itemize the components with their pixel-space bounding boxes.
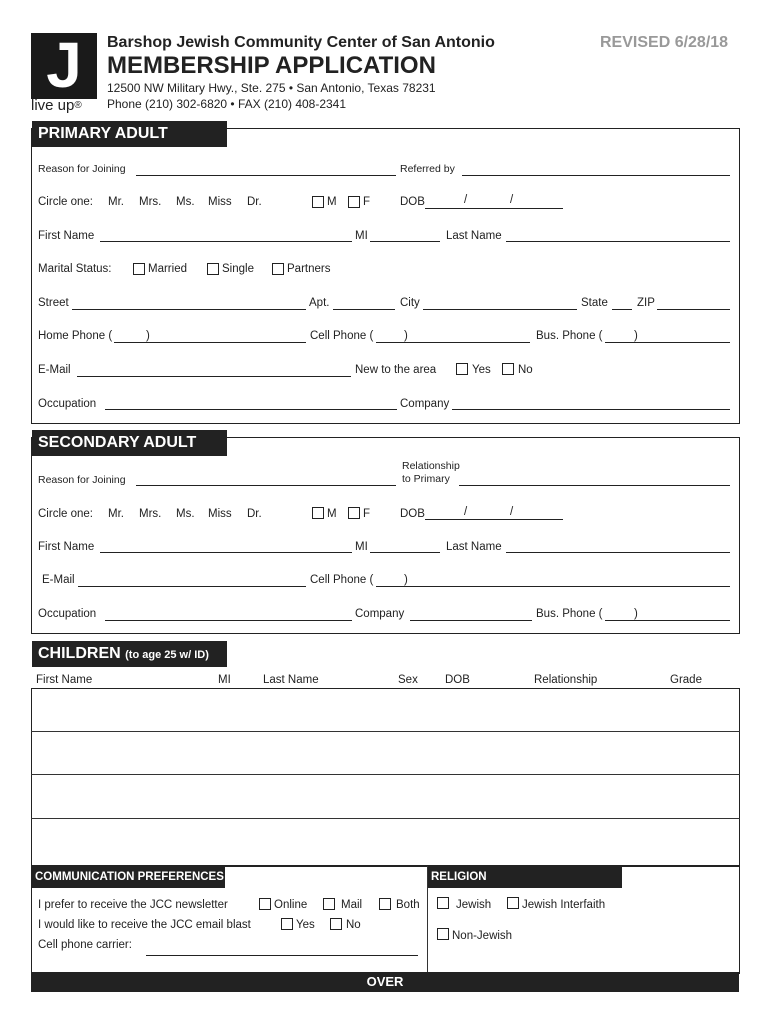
primary-mi-label: MI	[355, 230, 368, 242]
primary-adult-section	[31, 128, 740, 424]
religion-interfaith-label: Jewish Interfaith	[522, 899, 606, 911]
religion-heading: RELIGION	[428, 867, 622, 888]
secondary-title-mr[interactable]: Mr.	[108, 508, 124, 520]
newsletter-both-label: Both	[396, 899, 420, 911]
primary-last-name-field[interactable]	[506, 241, 730, 242]
newsletter-both-checkbox[interactable]	[379, 898, 391, 910]
newsletter-online-label: Online	[274, 899, 308, 911]
email-blast-yes-checkbox[interactable]	[281, 918, 293, 930]
primary-bus-phone-field[interactable]	[605, 342, 730, 343]
primary-sex-f-checkbox[interactable]	[348, 196, 360, 208]
secondary-adult-heading: SECONDARY ADULT	[32, 430, 227, 456]
primary-new-area-label: New to the area	[355, 364, 437, 376]
secondary-title-ms[interactable]: Ms.	[176, 508, 195, 520]
logo	[31, 29, 97, 123]
religion-non-jewish-checkbox[interactable]	[437, 928, 449, 940]
secondary-bus-phone-field[interactable]	[605, 620, 730, 621]
primary-street-field[interactable]	[72, 309, 306, 310]
primary-reason-label: Reason for Joining	[38, 163, 126, 175]
children-col-dob: DOB	[445, 674, 470, 686]
primary-apt-field[interactable]	[333, 309, 395, 310]
logo-letter: J	[46, 29, 82, 101]
primary-dob-slash-1: /	[464, 194, 468, 206]
primary-first-name-field[interactable]	[100, 241, 352, 242]
primary-mi-field[interactable]	[370, 241, 440, 242]
primary-company-field[interactable]	[452, 409, 730, 410]
primary-last-name-label: Last Name	[446, 230, 502, 242]
secondary-title-dr[interactable]: Dr.	[247, 508, 262, 520]
primary-circle-one-label: Circle one:	[38, 196, 93, 208]
email-blast-no-label: No	[346, 919, 361, 931]
primary-reason-field[interactable]	[136, 175, 396, 176]
logo-tagline-text: live up	[31, 97, 75, 114]
primary-state-label: State	[581, 297, 608, 309]
secondary-company-label: Company	[355, 608, 405, 620]
org-name: Barshop Jewish Community Center of San Antonio	[107, 34, 495, 51]
secondary-reason-label: Reason for Joining	[38, 474, 126, 486]
primary-home-phone-label: Home Phone (	[38, 330, 113, 342]
primary-sex-m-checkbox[interactable]	[312, 196, 324, 208]
primary-title-mr[interactable]: Mr.	[108, 196, 124, 208]
over-banner: OVER	[31, 972, 739, 992]
secondary-first-name-field[interactable]	[100, 552, 352, 553]
primary-new-area-no-checkbox[interactable]	[502, 363, 514, 375]
primary-sex-m-label: M	[327, 196, 337, 208]
secondary-last-name-field[interactable]	[506, 552, 730, 553]
secondary-relationship-label-2: to Primary	[402, 473, 450, 485]
primary-first-name-label: First Name	[38, 230, 95, 242]
primary-partners-label: Partners	[287, 263, 331, 275]
secondary-bus-phone-paren: )	[634, 608, 638, 620]
cell-carrier-field[interactable]	[146, 955, 418, 956]
page-title: MEMBERSHIP APPLICATION	[107, 52, 436, 79]
revised-date: REVISED 6/28/18	[600, 34, 729, 51]
secondary-reason-field[interactable]	[136, 485, 396, 486]
secondary-email-label: E-Mail	[42, 574, 75, 586]
primary-married-checkbox[interactable]	[133, 263, 145, 275]
secondary-cell-phone-field[interactable]	[376, 586, 730, 587]
primary-title-mrs[interactable]: Mrs.	[139, 196, 162, 208]
secondary-first-name-label: First Name	[38, 541, 95, 553]
primary-dob-field[interactable]	[425, 208, 563, 209]
secondary-cell-phone-paren: )	[404, 574, 408, 586]
primary-referred-field[interactable]	[462, 175, 730, 176]
primary-referred-label: Referred by	[400, 163, 455, 175]
primary-cell-phone-label: Cell Phone (	[310, 330, 374, 342]
primary-occupation-label: Occupation	[38, 398, 97, 410]
secondary-adult-section	[31, 437, 740, 634]
primary-home-phone-field[interactable]	[114, 342, 306, 343]
primary-state-field[interactable]	[612, 309, 632, 310]
religion-jewish-label: Jewish	[456, 899, 492, 911]
primary-company-label: Company	[400, 398, 450, 410]
secondary-circle-one-label: Circle one:	[38, 508, 93, 520]
children-row[interactable]	[32, 732, 738, 774]
primary-zip-label: ZIP	[637, 297, 655, 309]
org-address: 12500 NW Military Hwy., Ste. 275 • San Antonio, Texas 78231	[107, 81, 436, 95]
primary-top-border	[227, 128, 739, 129]
children-row[interactable]	[32, 775, 738, 818]
children-row[interactable]	[32, 689, 738, 731]
cell-carrier-label: Cell phone carrier:	[38, 939, 132, 951]
children-col-grade: Grade	[670, 674, 702, 686]
secondary-relationship-field[interactable]	[459, 485, 730, 486]
primary-title-ms[interactable]: Ms.	[176, 196, 195, 208]
primary-street-label: Street	[38, 297, 69, 309]
primary-zip-field[interactable]	[657, 309, 730, 310]
primary-city-label: City	[400, 297, 420, 309]
primary-bus-phone-label: Bus. Phone (	[536, 330, 603, 342]
children-row[interactable]	[32, 819, 738, 864]
secondary-title-mrs[interactable]: Mrs.	[139, 508, 162, 520]
primary-apt-label: Apt.	[309, 297, 330, 309]
secondary-sex-f-label: F	[363, 508, 371, 520]
primary-dob-slash-2: /	[510, 194, 514, 206]
secondary-mi-label: MI	[355, 541, 368, 553]
children-heading-text: CHILDREN	[38, 645, 121, 662]
secondary-dob-slash-1: /	[464, 506, 468, 518]
secondary-bus-phone-label: Bus. Phone (	[536, 608, 603, 620]
secondary-occupation-label: Occupation	[38, 608, 97, 620]
primary-adult-heading: PRIMARY ADULT	[32, 121, 227, 147]
email-blast-no-checkbox[interactable]	[330, 918, 342, 930]
newsletter-online-checkbox[interactable]	[259, 898, 271, 910]
primary-occupation-field[interactable]	[105, 409, 397, 410]
secondary-relationship-label-1: Relationship	[402, 460, 460, 472]
email-blast-label: I would like to receive the JCC email blast	[38, 919, 251, 931]
secondary-cell-phone-label: Cell Phone (	[310, 574, 374, 586]
secondary-dob-label: DOB	[400, 508, 425, 520]
religion-non-jewish-label: Non-Jewish	[452, 930, 513, 942]
newsletter-mail-label: Mail	[341, 899, 363, 911]
primary-cell-phone-paren: )	[404, 330, 408, 342]
primary-new-area-yes-label: Yes	[472, 364, 491, 376]
children-heading-sub: (to age 25 w/ ID)	[125, 649, 209, 661]
primary-new-area-no-label: No	[518, 364, 533, 376]
secondary-mi-field[interactable]	[370, 552, 440, 553]
secondary-dob-slash-2: /	[510, 506, 514, 518]
newsletter-label: I prefer to receive the JCC newsletter	[38, 899, 228, 911]
communication-heading: COMMUNICATION PREFERENCES	[32, 867, 225, 888]
primary-new-area-yes-checkbox[interactable]	[456, 363, 468, 375]
secondary-sex-m-label: M	[327, 508, 337, 520]
primary-marital-label: Marital Status:	[38, 263, 112, 275]
secondary-sex-f-checkbox[interactable]	[348, 507, 360, 519]
logo-registered: ®	[74, 100, 82, 111]
children-heading	[32, 641, 227, 667]
primary-city-field[interactable]	[423, 309, 577, 310]
children-col-last-name: Last Name	[263, 674, 319, 686]
primary-married-label: Married	[148, 263, 187, 275]
primary-title-miss[interactable]: Miss	[208, 196, 232, 208]
logo-tagline	[31, 97, 82, 115]
primary-dob-label: DOB	[400, 196, 425, 208]
primary-home-phone-paren: )	[146, 330, 150, 342]
primary-cell-phone-field[interactable]	[376, 342, 530, 343]
secondary-email-field[interactable]	[78, 586, 306, 587]
primary-partners-checkbox[interactable]	[272, 263, 284, 275]
newsletter-mail-checkbox[interactable]	[323, 898, 335, 910]
primary-title-dr[interactable]: Dr.	[247, 196, 262, 208]
secondary-last-name-label: Last Name	[446, 541, 502, 553]
children-col-mi: MI	[218, 674, 231, 686]
secondary-dob-field[interactable]	[425, 519, 563, 520]
children-col-relationship: Relationship	[534, 674, 598, 686]
primary-email-field[interactable]	[77, 376, 351, 377]
org-phone-fax: Phone (210) 302-6820 • FAX (210) 408-2341	[107, 97, 347, 111]
secondary-company-field[interactable]	[410, 620, 532, 621]
secondary-title-miss[interactable]: Miss	[208, 508, 232, 520]
email-blast-yes-label: Yes	[296, 919, 315, 931]
religion-jewish-checkbox[interactable]	[437, 897, 449, 909]
secondary-occupation-field[interactable]	[105, 620, 352, 621]
primary-email-label: E-Mail	[38, 364, 71, 376]
primary-sex-f-label: F	[363, 196, 371, 208]
children-col-first-name: First Name	[36, 674, 93, 686]
secondary-top-border	[227, 437, 739, 438]
primary-single-label: Single	[222, 263, 254, 275]
children-col-sex: Sex	[398, 674, 418, 686]
religion-interfaith-checkbox[interactable]	[507, 897, 519, 909]
primary-single-checkbox[interactable]	[207, 263, 219, 275]
primary-bus-phone-paren: )	[634, 330, 638, 342]
secondary-sex-m-checkbox[interactable]	[312, 507, 324, 519]
